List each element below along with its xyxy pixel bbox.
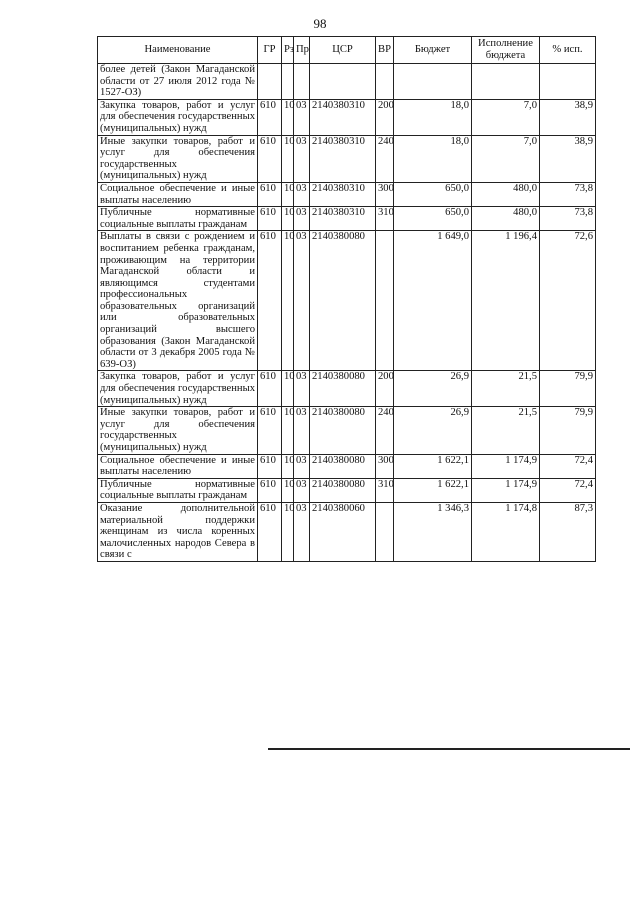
table-row	[98, 478, 596, 502]
column-header: ГР	[258, 37, 282, 64]
cell-execution: 480,0	[472, 182, 540, 206]
cell-vr: 310	[376, 207, 394, 231]
bottom-divider-line	[268, 748, 630, 750]
cell-gr: 610	[258, 454, 282, 478]
row-name: Закупка товаров, работ и услуг для обеспечения государственных (муниципальных) нужд	[98, 371, 258, 407]
cell-vr: 310	[376, 478, 394, 502]
cell-execution: 1 174,9	[472, 478, 540, 502]
cell-gr: 610	[258, 99, 282, 135]
cell-rz: 10	[282, 182, 294, 206]
cell-pr: 03	[294, 182, 310, 206]
column-header: ЦСР	[310, 37, 376, 64]
cell-budget: 18,0	[394, 99, 472, 135]
cell-execution: 21,5	[472, 371, 540, 407]
cell-vr: 300	[376, 454, 394, 478]
table-row	[98, 454, 596, 478]
row-name: более детей (Закон Магаданской области от 27 июля 2012 года № 1527-ОЗ)	[98, 64, 258, 100]
cell-csr: 2140380310	[310, 135, 376, 182]
row-name: Оказание дополнительной материальной поддержки женщинам из числа коренных малочисленных народов Севера в связи с	[98, 502, 258, 561]
cell-rz: 10	[282, 478, 294, 502]
cell-vr: 240	[376, 135, 394, 182]
cell-rz	[282, 64, 294, 100]
cell-csr	[310, 64, 376, 100]
table-row	[98, 371, 596, 407]
cell-gr: 610	[258, 478, 282, 502]
cell-pr: 03	[294, 502, 310, 561]
table-row	[98, 64, 596, 100]
cell-pr: 03	[294, 135, 310, 182]
cell-budget	[394, 64, 472, 100]
cell-percent: 79,9	[540, 371, 596, 407]
table-row	[98, 99, 596, 135]
cell-pr: 03	[294, 207, 310, 231]
cell-gr: 610	[258, 502, 282, 561]
cell-rz: 10	[282, 454, 294, 478]
cell-pr: 03	[294, 231, 310, 371]
cell-csr: 2140380060	[310, 502, 376, 561]
cell-pr: 03	[294, 478, 310, 502]
cell-execution: 480,0	[472, 207, 540, 231]
cell-vr: 300	[376, 182, 394, 206]
cell-percent: 72,4	[540, 454, 596, 478]
cell-gr: 610	[258, 371, 282, 407]
column-header: Бюджет	[394, 37, 472, 64]
cell-budget: 26,9	[394, 371, 472, 407]
cell-execution: 7,0	[472, 99, 540, 135]
cell-vr: 200	[376, 99, 394, 135]
cell-budget: 1 622,1	[394, 478, 472, 502]
row-name: Выплаты в связи с рождением и воспитанием ребенка гражданам, проживающим на территории Магаданской области и являющимся студентами профессиональных образовательных организаций или образовательных организаций высшего образования (Закон Магаданской области от 3 декабря 2005 года № 639-ОЗ)	[98, 231, 258, 371]
cell-budget: 650,0	[394, 182, 472, 206]
cell-percent: 38,9	[540, 99, 596, 135]
cell-rz: 10	[282, 502, 294, 561]
cell-execution: 21,5	[472, 407, 540, 454]
cell-percent: 72,4	[540, 478, 596, 502]
cell-percent: 79,9	[540, 407, 596, 454]
column-header: ВР	[376, 37, 394, 64]
cell-pr: 03	[294, 371, 310, 407]
cell-budget: 26,9	[394, 407, 472, 454]
cell-rz: 10	[282, 99, 294, 135]
cell-gr: 610	[258, 135, 282, 182]
cell-budget: 18,0	[394, 135, 472, 182]
cell-gr: 610	[258, 231, 282, 371]
cell-csr: 2140380310	[310, 207, 376, 231]
cell-percent: 73,8	[540, 182, 596, 206]
budget-table	[97, 36, 596, 562]
cell-execution: 7,0	[472, 135, 540, 182]
page-number: 98	[313, 16, 327, 31]
cell-csr: 2140380080	[310, 478, 376, 502]
cell-execution: 1 174,9	[472, 454, 540, 478]
cell-vr: 240	[376, 407, 394, 454]
cell-gr: 610	[258, 207, 282, 231]
cell-execution: 1 174,8	[472, 502, 540, 561]
column-header: Наименование	[98, 37, 258, 64]
cell-percent: 87,3	[540, 502, 596, 561]
cell-vr	[376, 231, 394, 371]
cell-execution: 1 196,4	[472, 231, 540, 371]
cell-gr: 610	[258, 407, 282, 454]
cell-percent: 73,8	[540, 207, 596, 231]
cell-budget: 1 649,0	[394, 231, 472, 371]
cell-pr: 03	[294, 407, 310, 454]
table-header-row	[98, 37, 596, 64]
cell-rz: 10	[282, 407, 294, 454]
cell-rz: 10	[282, 135, 294, 182]
cell-gr	[258, 64, 282, 100]
row-name: Публичные нормативные социальные выплаты гражданам	[98, 478, 258, 502]
cell-csr: 2140380080	[310, 371, 376, 407]
table-row	[98, 182, 596, 206]
column-header: Исполнение бюджета	[472, 37, 540, 64]
cell-pr	[294, 64, 310, 100]
row-name: Социальное обеспечение и иные выплаты населению	[98, 454, 258, 478]
column-header: % исп.	[540, 37, 596, 64]
column-header: Пр	[294, 37, 310, 64]
cell-execution	[472, 64, 540, 100]
cell-vr	[376, 64, 394, 100]
column-header: Рз	[282, 37, 294, 64]
cell-budget: 1 346,3	[394, 502, 472, 561]
cell-percent: 72,6	[540, 231, 596, 371]
cell-budget: 1 622,1	[394, 454, 472, 478]
cell-pr: 03	[294, 454, 310, 478]
cell-rz: 10	[282, 371, 294, 407]
cell-budget: 650,0	[394, 207, 472, 231]
cell-csr: 2140380080	[310, 231, 376, 371]
cell-percent: 38,9	[540, 135, 596, 182]
cell-pr: 03	[294, 99, 310, 135]
cell-rz: 10	[282, 231, 294, 371]
cell-rz: 10	[282, 207, 294, 231]
cell-csr: 2140380310	[310, 182, 376, 206]
table-row	[98, 502, 596, 561]
row-name: Иные закупки товаров, работ и услуг для обеспечения государственных (муниципальных) нужд	[98, 407, 258, 454]
cell-vr	[376, 502, 394, 561]
table-row	[98, 407, 596, 454]
row-name: Публичные нормативные социальные выплаты гражданам	[98, 207, 258, 231]
cell-csr: 2140380080	[310, 407, 376, 454]
cell-vr: 200	[376, 371, 394, 407]
cell-csr: 2140380310	[310, 99, 376, 135]
cell-gr: 610	[258, 182, 282, 206]
table-row	[98, 135, 596, 182]
table-row	[98, 207, 596, 231]
table-row	[98, 231, 596, 371]
row-name: Закупка товаров, работ и услуг для обеспечения государственных (муниципальных) нужд	[98, 99, 258, 135]
cell-csr: 2140380080	[310, 454, 376, 478]
row-name: Социальное обеспечение и иные выплаты населению	[98, 182, 258, 206]
row-name: Иные закупки товаров, работ и услуг для обеспечения государственных (муниципальных) нужд	[98, 135, 258, 182]
cell-percent	[540, 64, 596, 100]
